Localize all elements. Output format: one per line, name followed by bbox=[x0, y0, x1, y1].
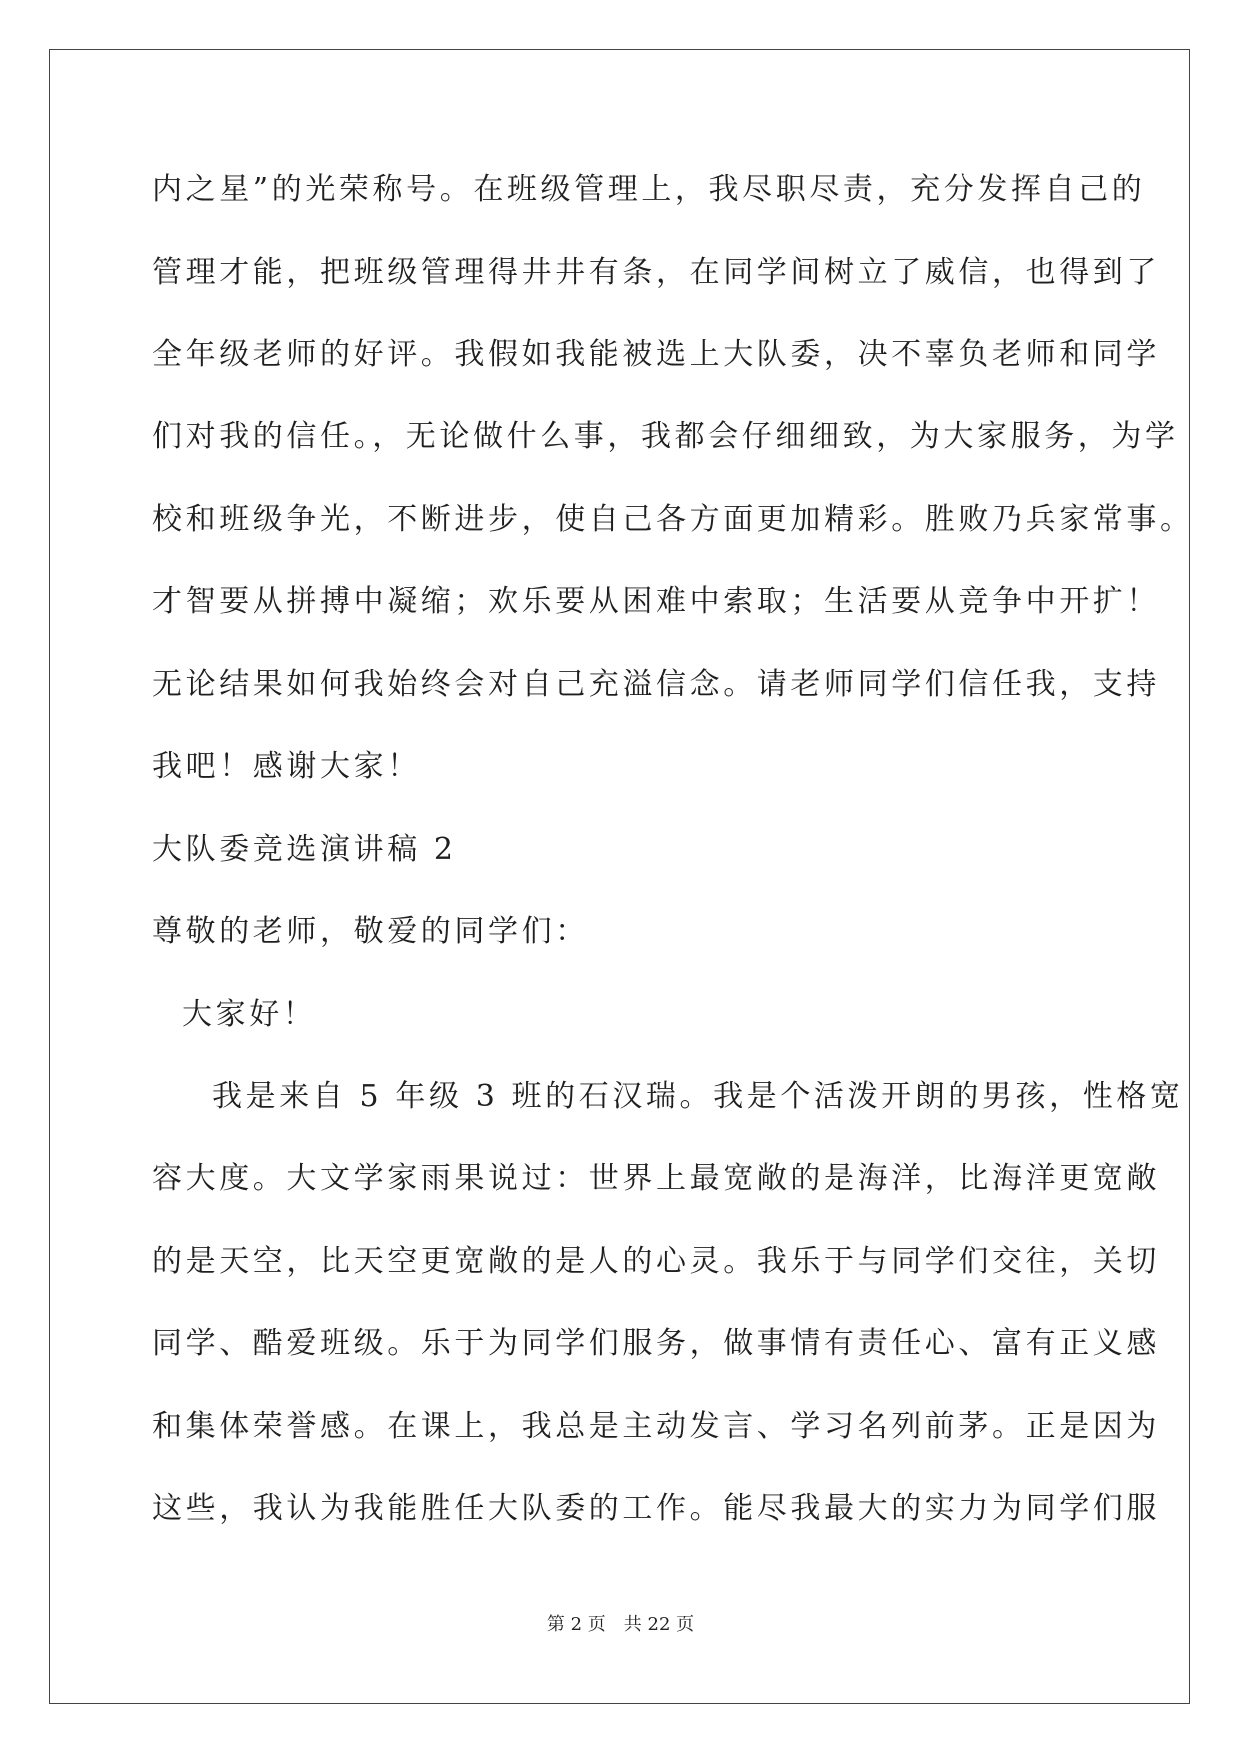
paragraph-line: 才智要从拼搏中凝缩；欢乐要从困难中索取；生活要从竞争中开扩！ bbox=[152, 584, 1160, 619]
paragraph-line: 同学、酷爱班级。乐于为同学们服务，做事情有责任心、富有正义感 bbox=[152, 1326, 1160, 1361]
paragraph-line: 和集体荣誉感。在课上，我总是主动发言、学习名列前茅。正是因为 bbox=[152, 1409, 1160, 1444]
paragraph-line: 内之星”的光荣称号。在班级管理上，我尽职尽责，充分发挥自己的 bbox=[152, 172, 1146, 207]
greeting: 大家好！ bbox=[182, 997, 317, 1032]
paragraph-line: 容大度。大文学家雨果说过：世界上最宽敞的是海洋，比海洋更宽敞 bbox=[152, 1161, 1160, 1196]
paragraph-line: 管理才能，把班级管理得井井有条，在同学间树立了威信，也得到了 bbox=[152, 255, 1160, 290]
page-number-total: 共 22 页 bbox=[623, 1614, 695, 1635]
page-number-current: 第 2 页 bbox=[546, 1614, 606, 1635]
page-footer bbox=[0, 1610, 1241, 1636]
paragraph-line: 无论结果如何我始终会对自己充溢信念。请老师同学们信任我，支持 bbox=[152, 667, 1160, 702]
section-title: 大队委竞选演讲稿 2 bbox=[152, 832, 457, 867]
paragraph-line: 我是来自 5 年级 3 班的石汉瑞。我是个活泼开朗的男孩，性格宽 bbox=[212, 1079, 1184, 1114]
paragraph-line: 我吧！感谢大家！ bbox=[152, 749, 421, 784]
paragraph-line: 校和班级争光，不断进步，使自己各方面更加精彩。胜败乃兵家常事。 bbox=[152, 502, 1194, 537]
paragraph-line: 这些，我认为我能胜任大队委的工作。能尽我最大的实力为同学们服 bbox=[152, 1491, 1160, 1526]
paragraph-line: 的是天空，比天空更宽敞的是人的心灵。我乐于与同学们交往，关切 bbox=[152, 1244, 1160, 1279]
page-border bbox=[49, 49, 1190, 1704]
salutation: 尊敬的老师，敬爱的同学们： bbox=[152, 914, 589, 949]
paragraph-line: 全年级老师的好评。我假如我能被选上大队委，决不辜负老师和同学 bbox=[152, 337, 1160, 372]
paragraph-line: 们对我的信任。，无论做什么事，我都会仔细细致，为大家服务，为学 bbox=[152, 419, 1179, 454]
